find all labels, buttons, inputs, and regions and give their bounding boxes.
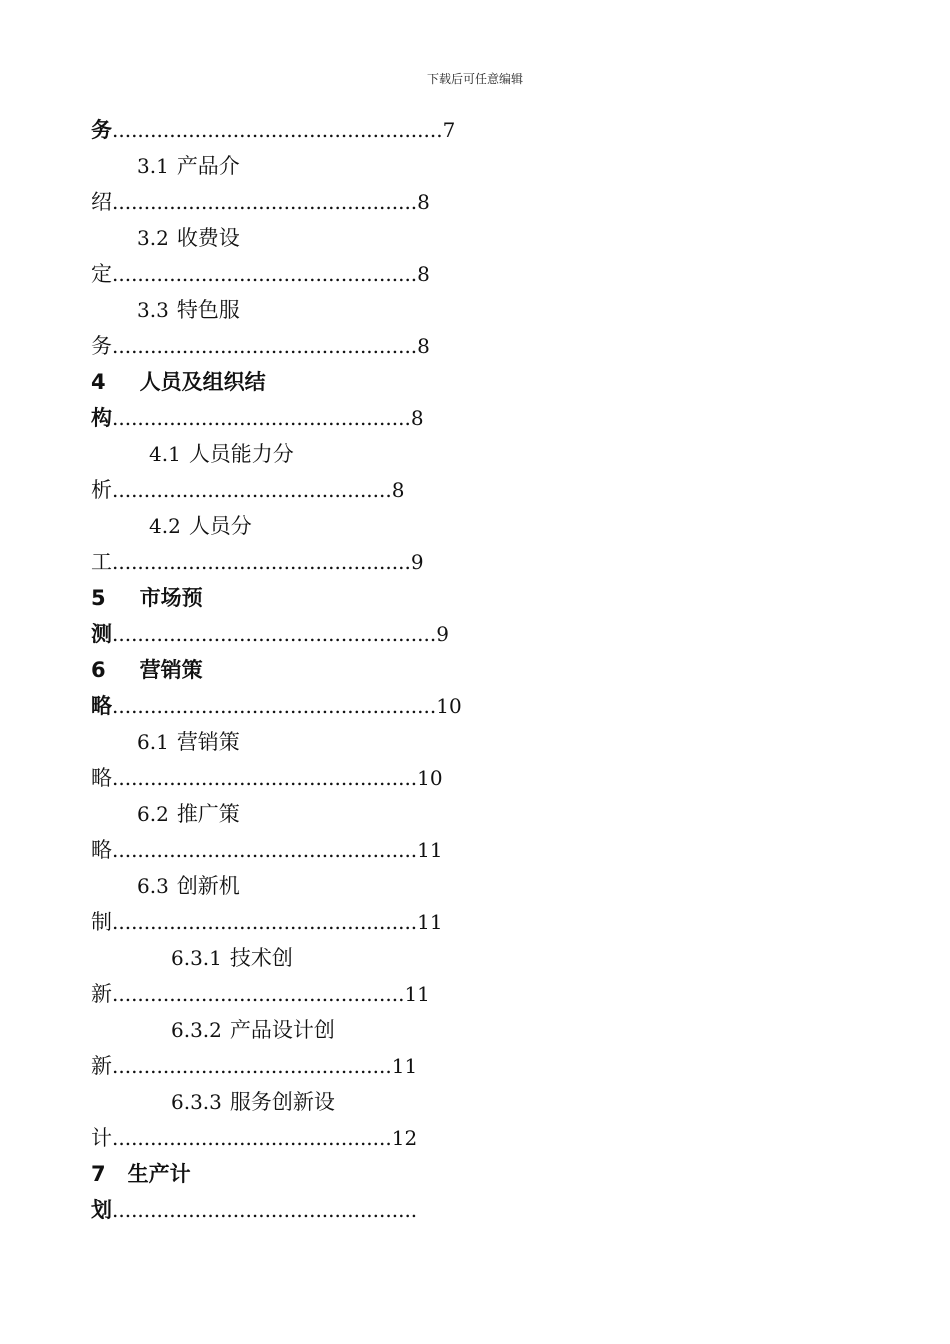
toc-heading xyxy=(171,1016,335,1044)
toc-dot-leader: ............................................ xyxy=(112,1126,392,1150)
toc-page-number: 9 xyxy=(436,622,449,646)
toc-term: 务 xyxy=(91,334,112,358)
toc-heading-number: 6.1 xyxy=(137,730,169,754)
toc-leader-line xyxy=(91,332,430,360)
toc-term: 工 xyxy=(91,550,112,574)
toc-heading-number: 4 xyxy=(91,370,106,394)
toc-term: 略 xyxy=(91,838,112,862)
toc-term: 划 xyxy=(91,1198,112,1222)
toc-dot-leader: ............................................ xyxy=(112,1054,392,1078)
toc-heading-number: 3.2 xyxy=(137,226,169,250)
toc-heading-number: 5 xyxy=(91,586,106,610)
toc-term: 制 xyxy=(91,910,112,934)
toc-heading-title: 收费设 xyxy=(176,226,240,250)
toc-heading xyxy=(137,224,240,252)
toc-heading xyxy=(91,656,203,684)
toc-heading-number: 6.3.2 xyxy=(171,1018,222,1042)
toc-page-number: 8 xyxy=(417,262,430,286)
toc-dot-leader: ............................................... xyxy=(112,550,411,574)
toc-heading-title: 生产计 xyxy=(127,1162,191,1186)
toc-dot-leader: ............................................ xyxy=(112,478,392,502)
toc-term: 新 xyxy=(91,982,112,1006)
toc-leader-line xyxy=(91,1124,417,1152)
toc-dot-leader: ................................................... xyxy=(112,694,437,718)
toc-heading xyxy=(171,1088,335,1116)
toc-heading xyxy=(91,1160,191,1188)
toc-heading-number: 4.1 xyxy=(149,442,181,466)
toc-dot-leader: ................................................ xyxy=(112,190,418,214)
toc-leader-line xyxy=(91,692,462,720)
toc-heading xyxy=(171,944,293,972)
toc-leader-line xyxy=(91,548,424,576)
toc-term: 略 xyxy=(91,694,112,718)
toc-term: 测 xyxy=(91,622,112,646)
toc-page-number: 7 xyxy=(442,118,456,142)
toc-leader-line xyxy=(91,836,443,864)
toc-dot-leader: .............................................. xyxy=(112,982,405,1006)
toc-page-number: 10 xyxy=(417,766,443,790)
toc-leader-line xyxy=(91,1052,417,1080)
toc-heading-number: 6.3.3 xyxy=(171,1090,222,1114)
toc-term: 计 xyxy=(91,1126,112,1150)
toc-heading xyxy=(137,296,240,324)
toc-dot-leader: ................................................ xyxy=(112,1198,418,1222)
toc-heading-title: 营销策 xyxy=(139,658,203,682)
toc-leader-line xyxy=(91,980,430,1008)
toc-dot-leader: ............................................... xyxy=(112,406,411,430)
toc-page-number: 8 xyxy=(410,406,424,430)
toc-heading xyxy=(137,152,240,180)
toc-heading xyxy=(137,800,240,828)
toc-heading-title: 服务创新设 xyxy=(229,1090,335,1114)
toc-dot-leader: ................................................ xyxy=(112,262,418,286)
toc-page-number: 8 xyxy=(417,190,430,214)
toc-leader-line xyxy=(91,1196,417,1224)
toc-heading-title: 推广策 xyxy=(176,802,240,826)
toc-term: 定 xyxy=(91,262,112,286)
toc-leader-line xyxy=(91,620,449,648)
toc-heading-title: 营销策 xyxy=(176,730,240,754)
toc-dot-leader: ................................................... xyxy=(112,622,437,646)
toc-leader-line xyxy=(91,404,424,432)
toc-dot-leader: .................................................... xyxy=(112,118,443,142)
page-header: 下载后可任意编辑 xyxy=(426,72,523,86)
toc-heading-number: 7 xyxy=(91,1162,106,1186)
toc-heading-title: 人员及组织结 xyxy=(139,370,266,394)
toc-leader-line xyxy=(91,188,430,216)
toc-heading-number: 3.3 xyxy=(137,298,169,322)
toc-term: 绍 xyxy=(91,190,112,214)
toc-page-number: 8 xyxy=(417,334,430,358)
toc-heading-title: 特色服 xyxy=(176,298,240,322)
toc-page-number: 12 xyxy=(391,1126,418,1150)
toc-heading-number: 6 xyxy=(91,658,106,682)
toc-dot-leader: ................................................ xyxy=(112,334,418,358)
toc-heading xyxy=(137,872,240,900)
toc-term: 新 xyxy=(91,1054,112,1078)
toc-page-number: 11 xyxy=(417,838,443,862)
toc-heading-title: 人员能力分 xyxy=(188,442,294,466)
toc-leader-line xyxy=(91,260,430,288)
toc-term: 略 xyxy=(91,766,112,790)
toc-leader-line xyxy=(91,476,404,504)
toc-heading xyxy=(149,440,294,468)
toc-leader-line xyxy=(91,908,443,936)
toc-leader-line xyxy=(91,764,443,792)
toc-heading-title: 创新机 xyxy=(176,874,240,898)
toc-term: 析 xyxy=(91,478,112,502)
toc-heading-title: 产品介 xyxy=(176,154,240,178)
toc-heading-title: 人员分 xyxy=(188,514,252,538)
toc-page-number: 11 xyxy=(404,982,430,1006)
toc-heading-number: 6.3 xyxy=(137,874,169,898)
toc-heading-number: 4.2 xyxy=(149,514,181,538)
toc-term: 务 xyxy=(91,118,112,142)
toc-heading-title: 产品设计创 xyxy=(229,1018,335,1042)
toc-page-number: 11 xyxy=(417,910,443,934)
toc-dot-leader: ................................................ xyxy=(112,838,418,862)
toc-heading-number: 6.3.1 xyxy=(171,946,222,970)
toc-dot-leader: ................................................ xyxy=(112,910,418,934)
toc-heading-number: 3.1 xyxy=(137,154,169,178)
toc-heading xyxy=(137,728,240,756)
toc-heading xyxy=(91,368,266,396)
toc-heading xyxy=(91,584,203,612)
toc-page-number: 10 xyxy=(436,694,462,718)
toc-term: 构 xyxy=(91,406,112,430)
toc-heading xyxy=(149,512,252,540)
toc-page-number: 9 xyxy=(410,550,424,574)
toc-heading-number: 6.2 xyxy=(137,802,169,826)
toc-page-number: 11 xyxy=(391,1054,418,1078)
toc-heading-title: 市场预 xyxy=(139,586,203,610)
toc-page-number: 8 xyxy=(391,478,405,502)
toc-leader-line xyxy=(91,116,455,144)
toc-dot-leader: ................................................ xyxy=(112,766,418,790)
toc-heading-title: 技术创 xyxy=(229,946,293,970)
